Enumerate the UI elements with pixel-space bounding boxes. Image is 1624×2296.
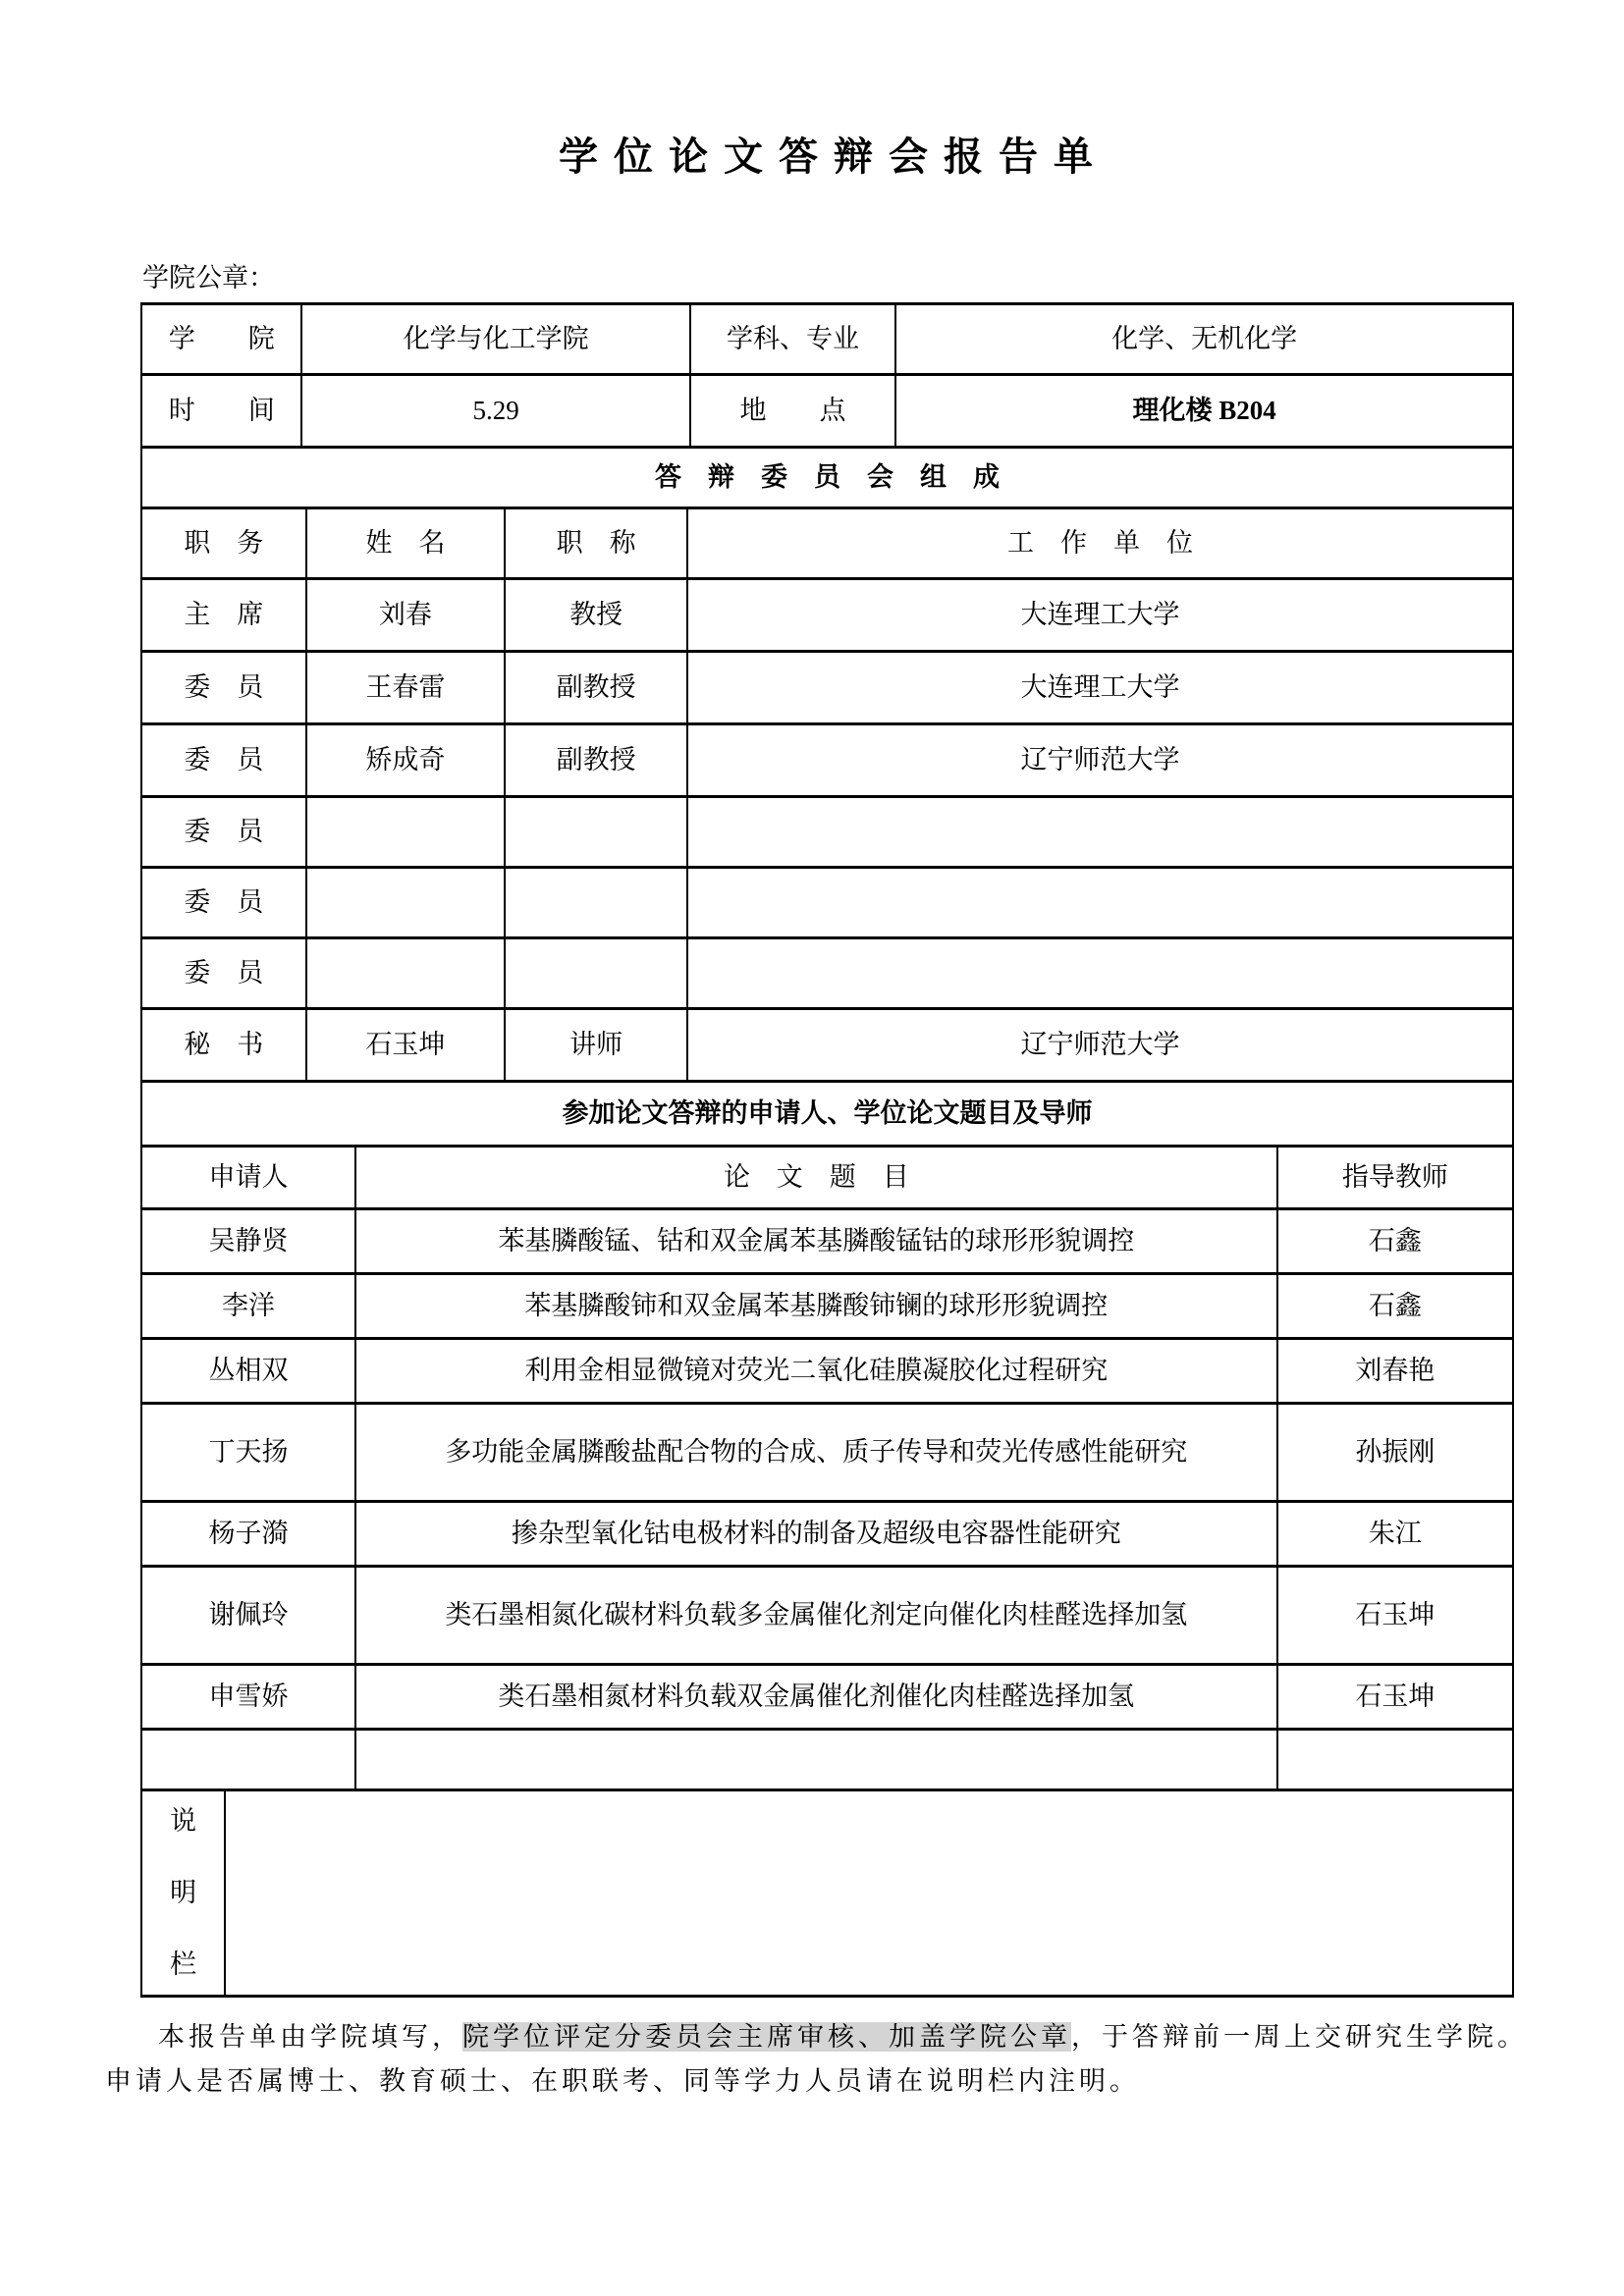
table-row	[141, 1339, 1513, 1404]
table-row	[141, 797, 1513, 868]
committee-unit-cell	[687, 938, 1513, 1009]
committee-name-cell: 石玉坤	[306, 1009, 506, 1082]
table-row	[141, 1665, 1513, 1730]
committee-name-cell	[306, 797, 506, 868]
applicants-section-banner	[140, 1080, 1514, 1148]
committee-unit-cell	[687, 797, 1513, 868]
college-label: 学 院	[141, 304, 301, 375]
table-row	[141, 1009, 1513, 1082]
committee-role-cell: 委 员	[141, 652, 306, 724]
applicant-name-cell: 申雪娇	[141, 1665, 355, 1730]
defense-report-form	[140, 302, 1514, 1998]
college-value: 化学与化工学院	[301, 304, 689, 375]
committee-table	[140, 507, 1514, 1083]
committee-title-cell	[505, 797, 687, 868]
table-row	[141, 1404, 1513, 1502]
thesis-title-cell: 多功能金属膦酸盐配合物的合成、质子传导和荧光传感性能研究	[355, 1404, 1277, 1502]
major-label: 学科、专业	[690, 304, 896, 375]
notes-label-char: 栏	[170, 1949, 197, 1980]
table-row	[141, 652, 1513, 724]
college-seal-label: 学院公章：	[142, 263, 275, 293]
place-label: 地 点	[690, 375, 896, 448]
applicants-header-thesis: 论 文 题 目	[355, 1147, 1277, 1209]
table-row	[141, 1502, 1513, 1567]
committee-role-cell: 主 席	[141, 579, 306, 652]
supervisor-cell: 石玉坤	[1277, 1567, 1513, 1665]
committee-role-cell: 秘 书	[141, 1009, 306, 1082]
footer-text: ，于答辩前一周上交研究生学院。	[1071, 2022, 1528, 2052]
footer-line-2: 申请人是否属博士、教育硕士、在职联考、同等学力人员请在说明栏内注明。	[105, 2066, 1140, 2096]
committee-name-cell: 刘春	[306, 579, 506, 652]
table-row	[141, 579, 1513, 652]
applicant-name-cell: 丁天扬	[141, 1404, 355, 1502]
applicant-name-cell: 杨子漪	[141, 1502, 355, 1567]
committee-section-title: 答 辩 委 员 会 组 成	[141, 448, 1513, 508]
supervisor-cell: 刘春艳	[1277, 1339, 1513, 1404]
committee-unit-cell: 辽宁师范大学	[687, 1009, 1513, 1082]
committee-header-row	[141, 508, 1513, 579]
committee-title-cell	[505, 938, 687, 1009]
supervisor-cell: 石鑫	[1277, 1209, 1513, 1274]
applicants-header-row	[141, 1147, 1513, 1209]
footer-highlighted-text: 院学位评定分委员会主席审核、加盖学院公章	[462, 2022, 1071, 2052]
committee-name-cell	[306, 938, 506, 1009]
time-label: 时 间	[141, 375, 301, 448]
notes-content-cell	[225, 1790, 1513, 1997]
notes-label-char: 明	[170, 1877, 197, 1907]
applicants-table	[140, 1145, 1514, 1791]
table-row	[141, 1209, 1513, 1274]
committee-header-title: 职 称	[505, 508, 687, 579]
thesis-title-cell: 类石墨相氮材料负载双金属催化剂催化肉桂醛选择加氢	[355, 1665, 1277, 1730]
committee-unit-cell: 大连理工大学	[687, 652, 1513, 724]
supervisor-cell: 石玉坤	[1277, 1665, 1513, 1730]
table-row	[141, 724, 1513, 797]
committee-section-banner	[140, 446, 1514, 509]
time-value: 5.29	[301, 375, 689, 448]
applicants-section-title: 参加论文答辩的申请人、学位论文题目及导师	[141, 1082, 1513, 1147]
committee-role-cell: 委 员	[141, 868, 306, 938]
thesis-title-cell	[355, 1730, 1277, 1790]
committee-header-unit: 工 作 单 位	[687, 508, 1513, 579]
table-row	[141, 1567, 1513, 1665]
thesis-title-cell: 苯基膦酸铈和双金属苯基膦酸铈镧的球形形貌调控	[355, 1274, 1277, 1339]
table-row	[141, 938, 1513, 1009]
thesis-title-cell: 苯基膦酸锰、钴和双金属苯基膦酸锰钴的球形形貌调控	[355, 1209, 1277, 1274]
committee-name-cell	[306, 868, 506, 938]
committee-header-role: 职 务	[141, 508, 306, 579]
notes-label-char: 说	[170, 1805, 197, 1836]
committee-name-cell: 矫成奇	[306, 724, 506, 797]
footer-line-1	[105, 2015, 1539, 2059]
notes-label-cell	[141, 1790, 225, 1997]
info-table	[140, 302, 1514, 449]
committee-unit-cell: 辽宁师范大学	[687, 724, 1513, 797]
committee-unit-cell	[687, 868, 1513, 938]
applicants-header-applicant: 申请人	[141, 1147, 355, 1209]
notes-label	[148, 1796, 218, 1991]
thesis-title-cell: 掺杂型氧化钴电极材料的制备及超级电容器性能研究	[355, 1502, 1277, 1567]
committee-role-cell: 委 员	[141, 797, 306, 868]
page-title: 学 位 论 文 答 辩 会 报 告 单	[559, 134, 1096, 179]
committee-name-cell: 王春雷	[306, 652, 506, 724]
applicant-name-cell: 李洋	[141, 1274, 355, 1339]
footer-instructions	[105, 2015, 1539, 2104]
thesis-title-cell: 类石墨相氮化碳材料负载多金属催化剂定向催化肉桂醛选择加氢	[355, 1567, 1277, 1665]
major-value: 化学、无机化学	[895, 304, 1513, 375]
committee-header-name: 姓 名	[306, 508, 506, 579]
applicant-name-cell: 谢佩玲	[141, 1567, 355, 1665]
table-row	[141, 1274, 1513, 1339]
supervisor-cell	[1277, 1730, 1513, 1790]
notes-table	[140, 1789, 1514, 1998]
table-row	[141, 1730, 1513, 1790]
supervisor-cell: 石鑫	[1277, 1274, 1513, 1339]
supervisor-cell: 孙振刚	[1277, 1404, 1513, 1502]
committee-unit-cell: 大连理工大学	[687, 579, 1513, 652]
supervisor-cell: 朱江	[1277, 1502, 1513, 1567]
applicants-header-supervisor: 指导教师	[1277, 1147, 1513, 1209]
committee-title-cell	[505, 868, 687, 938]
applicant-name-cell	[141, 1730, 355, 1790]
committee-role-cell: 委 员	[141, 938, 306, 1009]
table-row	[141, 868, 1513, 938]
committee-title-cell: 讲师	[505, 1009, 687, 1082]
place-value: 理化楼 B204	[895, 375, 1513, 448]
committee-title-cell: 副教授	[505, 652, 687, 724]
applicant-name-cell: 丛相双	[141, 1339, 355, 1404]
thesis-title-cell: 利用金相显微镜对荧光二氧化硅膜凝胶化过程研究	[355, 1339, 1277, 1404]
applicant-name-cell: 吴静贤	[141, 1209, 355, 1274]
committee-role-cell: 委 员	[141, 724, 306, 797]
footer-text: 本报告单由学院填写，	[158, 2022, 462, 2052]
committee-title-cell: 教授	[505, 579, 687, 652]
committee-title-cell: 副教授	[505, 724, 687, 797]
